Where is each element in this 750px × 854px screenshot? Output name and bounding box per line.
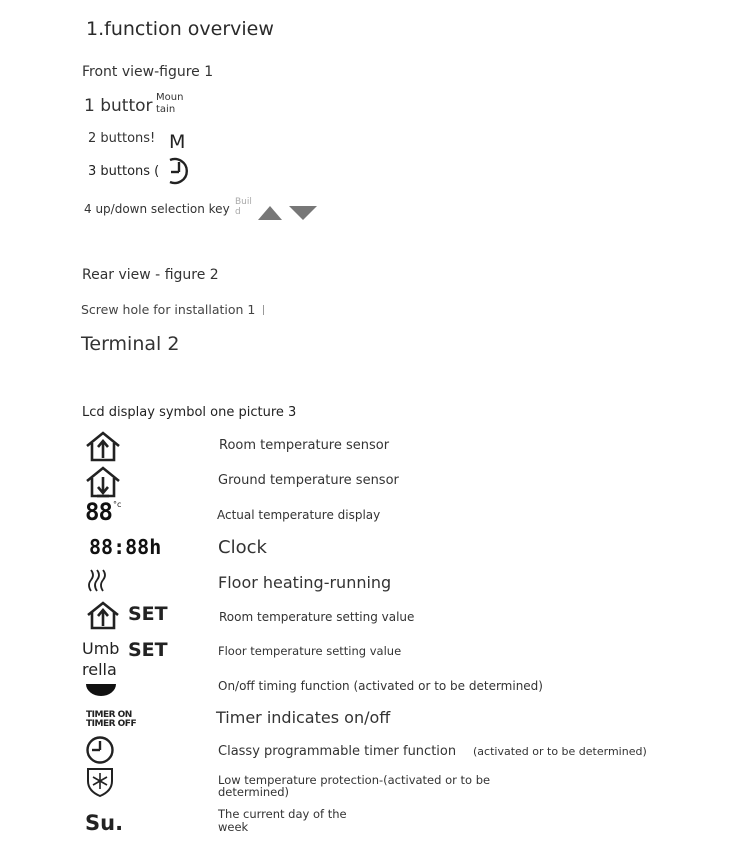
lcd-row-label: Timer indicates on/off [216,708,391,727]
lcd-row-label: Clock [218,537,267,558]
clock-button-icon [165,156,193,186]
front-item-1-note-b: tain [156,104,176,115]
set-label: SET [128,639,168,661]
clock-icon [85,735,115,765]
seven-segment-clock-icon: 88:88h [89,535,162,559]
seven-segment-88-icon: 88 [85,498,112,526]
page-title: 1.function overview [86,18,274,40]
heat-waves-icon [88,568,108,594]
front-item-3: 3 buttons ( [88,164,160,179]
lcd-row-label: Room temperature sensor [219,438,390,453]
degree-unit: °c [113,500,122,509]
front-item-4-note-b: d [235,207,241,217]
divider-mark [263,305,264,315]
umbrella-icon: Umb rella [82,639,120,679]
house-up-arrow-icon [84,430,122,462]
lcd-row-label-b: determined) [218,785,290,799]
lcd-row-label: On/off timing function (activated or to be determined) [218,679,543,693]
front-item-4: 4 up/down selection key [84,202,230,216]
front-item-4-note-a: Buil [235,197,252,207]
front-item-1-note-a: Moun [156,92,184,103]
set-label: SET [128,603,168,625]
house-down-arrow-icon [84,465,122,499]
snowflake-shield-icon [86,766,114,798]
rear-item-1: Screw hole for installation 1 [81,302,256,317]
rear-item-2: Terminal 2 [81,333,180,355]
lcd-row-note: (activated or to be determined) [473,745,647,758]
lcd-row-label-a: The current day of the [218,807,347,821]
front-item-1: 1 buttor [84,96,153,116]
lcd-row-label: Floor heating-running [218,573,392,592]
front-view-heading: Front view-figure 1 [82,64,214,80]
rear-view-heading: Rear view - figure 2 [82,267,219,283]
lcd-row-label: Ground temperature sensor [218,473,399,488]
timer-off-label: TIMER OFF [86,719,137,729]
up-down-arrows-icon [256,203,320,221]
day-su-icon: Su. [85,811,124,835]
timer-on-label: TIMER ON [86,710,132,720]
lcd-row-label: Floor temperature setting value [218,644,402,658]
front-item-2: 2 buttons! [88,131,156,146]
half-circle-icon [85,683,117,697]
lcd-row-label: Classy programmable timer function [218,744,457,759]
lcd-row-label: Room temperature setting value [219,610,415,624]
lcd-row-label: Actual temperature display [217,508,381,522]
m-symbol-icon: M [169,131,186,153]
lcd-row-label-b: week [218,820,249,834]
house-set-icon [85,600,121,630]
lcd-heading: Lcd display symbol one picture 3 [82,405,297,420]
lcd-row-label-a: Low temperature protection-(activated or to be [218,773,491,787]
